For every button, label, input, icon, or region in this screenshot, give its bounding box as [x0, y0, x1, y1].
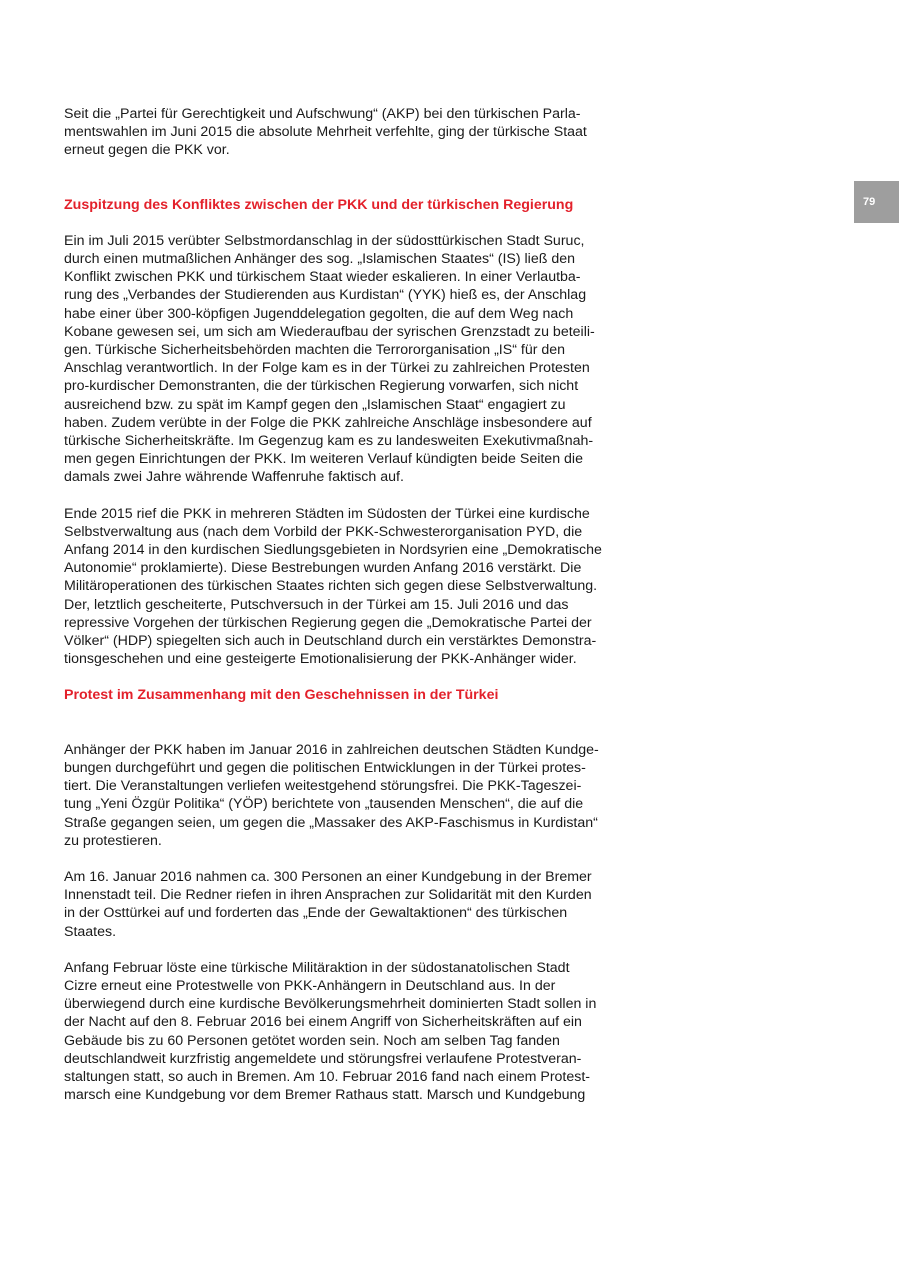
text-line: Ende 2015 rief die PKK in mehreren Städten im Südosten der Türkei eine kurdische — [64, 505, 590, 522]
text-line: staltungen statt, so auch in Bremen. Am 10. Februar 2016 fand nach einem Protest- — [64, 1068, 591, 1085]
text-line: Anfang Februar löste eine türkische Militäraktion in der südostanatolischen Stadt — [64, 959, 570, 976]
text-line: Anhänger der PKK haben im Januar 2016 in zahlreichen deutschen Städten Kundge- — [64, 741, 599, 758]
text-line: Völker“ (HDP) spiegelten sich auch in Deutschland durch ein verstärktes Demonstra- — [64, 633, 597, 650]
text-line: pro-kurdischer Demonstranten, die der türkischen Regierung vorwarfen, sich nicht — [64, 378, 579, 395]
text-line: Autonomie“ proklamierte). Diese Bestrebungen wurden Anfang 2016 verstärkt. Die — [64, 560, 582, 577]
text-line: türkische Sicherheitskräfte. Im Gegenzug kam es zu landesweiten Exekutivmaßnah- — [64, 433, 594, 450]
text-line: durch einen mutmaßlichen Anhänger des sog. „Islamischen Staates“ (IS) ließ den — [64, 251, 576, 268]
text-line: repressive Vorgehen der türkischen Regierung gegen die „Demokratische Partei der — [64, 614, 592, 631]
text-line: ausreichend bzw. zu spät im Kampf gegen den „Islamischen Staat“ engagiert zu — [64, 396, 566, 413]
text-line: damals zwei Jahre währende Waffenruhe faktisch auf. — [64, 469, 404, 486]
text-line: überwiegend durch eine kurdische Bevölkerungsmehrheit dominierten Stadt sollen in — [64, 996, 597, 1013]
text-line: bungen durchgeführt und gegen die politischen Entwicklungen in der Türkei protes- — [64, 759, 586, 776]
text-line: Straße gegangen seien, um gegen die „Massaker des AKP-Faschismus in Kurdistan“ — [64, 814, 598, 831]
body-paragraph — [64, 505, 624, 669]
text-line: Der, letztlich gescheiterte, Putschversuch in der Türkei am 15. Juli 2016 und das — [64, 596, 569, 613]
text-line: rung des „Verbandes der Studierenden aus Kurdistan“ (YYK) hieß es, der Anschlag — [64, 287, 587, 304]
body-paragraph — [64, 959, 624, 1105]
text-line: Anschlag verantwortlich. In der Folge kam es in der Türkei zu zahlreichen Protesten — [64, 360, 590, 377]
page-number-tab — [854, 181, 899, 223]
section-heading: Protest im Zusammenhang mit den Geschehnissen in der Türkei — [64, 687, 499, 704]
text-line: Cizre erneut eine Protestwelle von PKK-Anhängern in Deutschland aus. In der — [64, 977, 556, 994]
text-line: Staates. — [64, 923, 117, 940]
text-line: Gebäude bis zu 60 Personen getötet worden sein. Noch am selben Tag fanden — [64, 1032, 560, 1049]
text-line: haben. Zudem verübte in der Folge die PKK zahlreiche Anschläge insbesondere auf — [64, 414, 592, 431]
text-line: tung „Yeni Özgür Politika“ (YÖP) berichtete von „tausenden Menschen“, die auf die — [64, 796, 584, 813]
text-line: Innenstadt teil. Die Redner riefen in ihren Ansprachen zur Solidarität mit den Kurden — [64, 887, 592, 904]
text-line: tiert. Die Veranstaltungen verliefen weitestgehend störungsfrei. Die PKK-Tageszei- — [64, 778, 582, 795]
text-line: Militäroperationen des türkischen Staates richten sich gegen diese Selbstverwaltung. — [64, 578, 598, 595]
text-line: marsch eine Kundgebung vor dem Bremer Rathaus statt. Marsch und Kundgebung — [64, 1087, 586, 1104]
body-paragraph — [64, 105, 624, 160]
body-paragraph — [64, 232, 624, 487]
text-line: zu protestieren. — [64, 832, 162, 849]
text-line: erneut gegen die PKK vor. — [64, 142, 230, 159]
page-number: 79 — [863, 196, 876, 208]
text-line: Konflikt zwischen PKK und türkischem Staat wieder eskalieren. In einer Verlautba- — [64, 269, 581, 286]
text-line: Seit die „Partei für Gerechtigkeit und Aufschwung“ (AKP) bei den türkischen Parla- — [64, 106, 581, 122]
text-line: gen. Türkische Sicherheitsbehörden machten die Terrororganisation „IS“ für den — [64, 342, 566, 359]
text-line: Kobane gewesen sei, um sich am Wiederaufbau der syrischen Grenzstadt zu beteili- — [64, 323, 595, 340]
text-line: Am 16. Januar 2016 nahmen ca. 300 Personen an einer Kundgebung in der Bremer — [64, 868, 592, 885]
text-line: men gegen Einrichtungen der PKK. Im weiteren Verlauf kündigten beide Seiten die — [64, 451, 583, 468]
section-heading: Zuspitzung des Konfliktes zwischen der PKK und der türkischen Regierung — [64, 196, 574, 213]
text-line: tionsgeschehen und eine gesteigerte Emotionalisierung der PKK-Anhänger wider. — [64, 651, 577, 668]
text-line: mentswahlen im Juni 2015 die absolute Mehrheit verfehlte, ging der türkische Staat — [64, 124, 587, 141]
text-line: deutschlandweit kurzfristig angemeldete und störungsfrei verlaufene Protestveran- — [64, 1050, 582, 1067]
body-paragraph — [64, 868, 624, 941]
text-line: Anfang 2014 in den kurdischen Siedlungsgebieten in Nordsyrien eine „Demokratische — [64, 542, 602, 559]
document-body — [64, 87, 624, 1104]
text-line: habe einer über 300-köpfigen Jugenddelegation gegolten, die auf dem Weg nach — [64, 305, 574, 322]
body-paragraph — [64, 741, 624, 850]
text-line: in der Osttürkei auf und forderten das „Ende der Gewaltaktionen“ des türkischen — [64, 905, 568, 922]
text-line: Ein im Juli 2015 verübter Selbstmordanschlag in der südosttürkischen Stadt Suruc, — [64, 232, 585, 249]
text-line: Selbstverwaltung aus (nach dem Vorbild der PKK-Schwesterorganisation PYD, die — [64, 523, 583, 540]
text-line: der Nacht auf den 8. Februar 2016 bei einem Angriff von Sicherheitskräften auf ein — [64, 1014, 582, 1031]
